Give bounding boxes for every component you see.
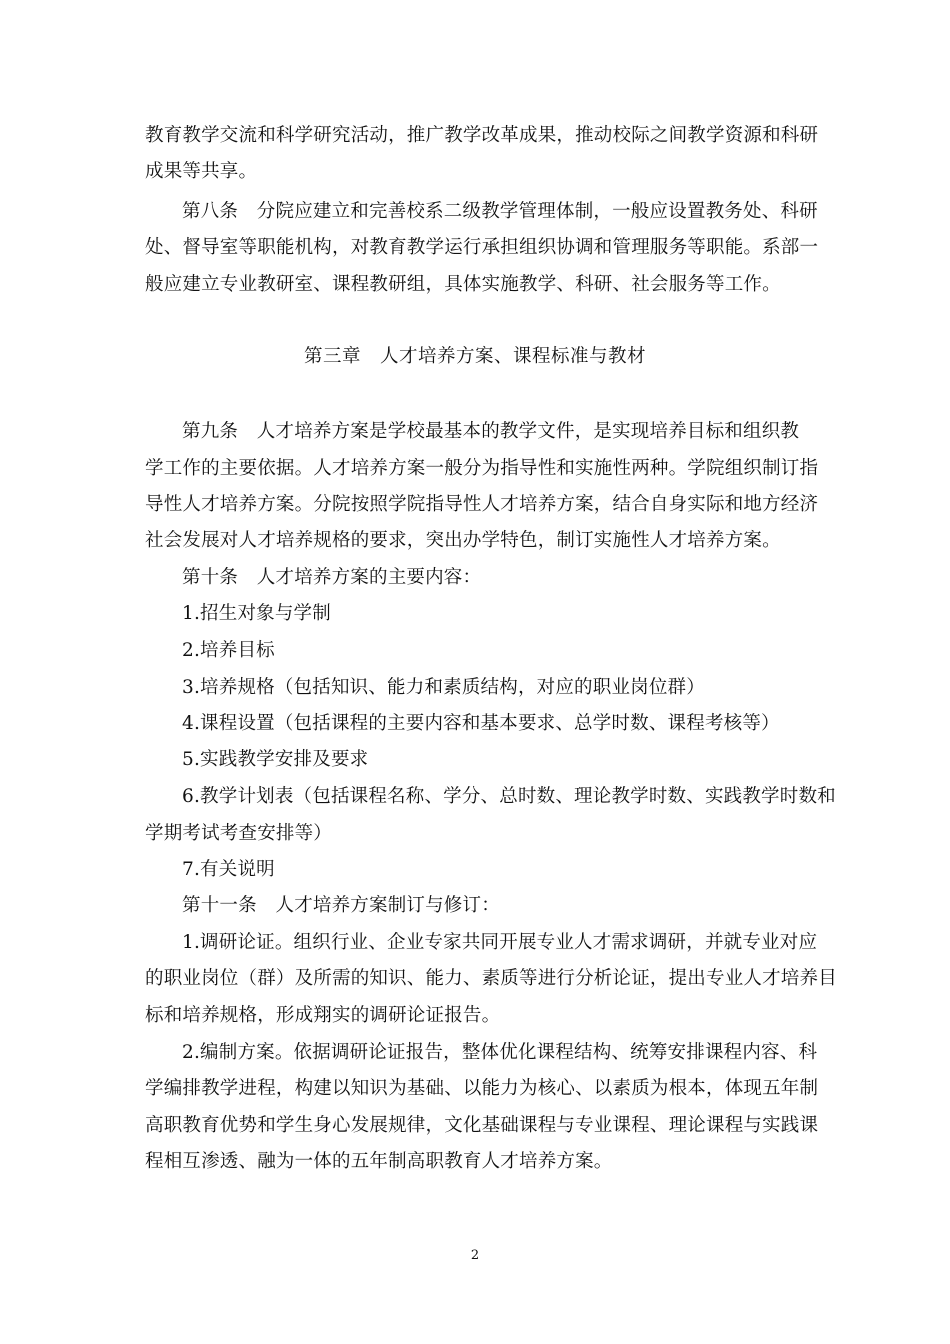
- article-11-item-line: 的职业岗位（群）及所需的知识、能力、素质等进行分析论证，提出专业人才培养目: [145, 968, 837, 989]
- article-11-item-line: 标和培养规格，形成翔实的调研论证报告。: [145, 1005, 501, 1026]
- article-11-item-line: 学编排教学进程，构建以知识为基础、以能力为核心、以素质为根本，体现五年制: [145, 1078, 819, 1099]
- list-item-continuation: 学期考试考查安排等）: [145, 823, 333, 844]
- list-item: 7.有关说明: [182, 859, 275, 880]
- paragraph-line: 成果等共享。: [145, 161, 258, 182]
- list-item: 6.教学计划表（包括课程名称、学分、总时数、理论教学时数、实践教学时数和: [182, 786, 836, 807]
- page-number: 2: [470, 1248, 480, 1263]
- article-11-item-line: 1.调研论证。组织行业、企业专家共同开展专业人才需求调研，并就专业对应: [182, 932, 818, 953]
- article-11-item-line: 高职教育优势和学生身心发展规律，文化基础课程与专业课程、理论课程与实践课: [145, 1115, 819, 1136]
- article-9-line: 社会发展对人才培养规格的要求，突出办学特色，制订实施性人才培养方案。: [145, 530, 781, 551]
- list-item: 5.实践教学安排及要求: [182, 749, 369, 770]
- chapter-heading: 第三章 人才培养方案、课程标准与教材: [303, 346, 646, 367]
- article-11-item-line: 2.编制方案。依据调研论证报告，整体优化课程结构、统筹安排课程内容、科: [182, 1042, 818, 1063]
- article-10-line: 第十条 人才培养方案的主要内容：: [182, 567, 482, 588]
- article-11-line: 第十一条 人才培养方案制订与修订：: [182, 895, 500, 916]
- article-11-item-line: 程相互渗透、融为一体的五年制高职教育人才培养方案。: [145, 1151, 613, 1172]
- article-9-line: 导性人才培养方案。分院按照学院指导性人才培养方案，结合自身实际和地方经济: [145, 494, 819, 515]
- list-item: 4.课程设置（包括课程的主要内容和基本要求、总学时数、课程考核等）: [182, 713, 780, 734]
- list-item: 1.招生对象与学制: [182, 603, 331, 624]
- article-8-line: 般应建立专业教研室、课程教研组，具体实施教学、科研、社会服务等工作。: [145, 274, 781, 295]
- article-8-line: 第八条 分院应建立和完善校系二级教学管理体制，一般应设置教务处、科研: [182, 201, 818, 222]
- article-9-line: 第九条 人才培养方案是学校最基本的教学文件，是实现培养目标和组织教: [182, 421, 800, 442]
- paragraph-line: 教育教学交流和科学研究活动，推广教学改革成果，推动校际之间教学资源和科研: [145, 125, 819, 146]
- article-8-line: 处、督导室等职能机构，对教育教学运行承担组织协调和管理服务等职能。系部一: [145, 237, 819, 258]
- list-item: 2.培养目标: [182, 640, 275, 661]
- list-item: 3.培养规格（包括知识、能力和素质结构，对应的职业岗位群）: [182, 677, 705, 698]
- article-9-line: 学工作的主要依据。人才培养方案一般分为指导性和实施性两种。学院组织制订指: [145, 458, 819, 479]
